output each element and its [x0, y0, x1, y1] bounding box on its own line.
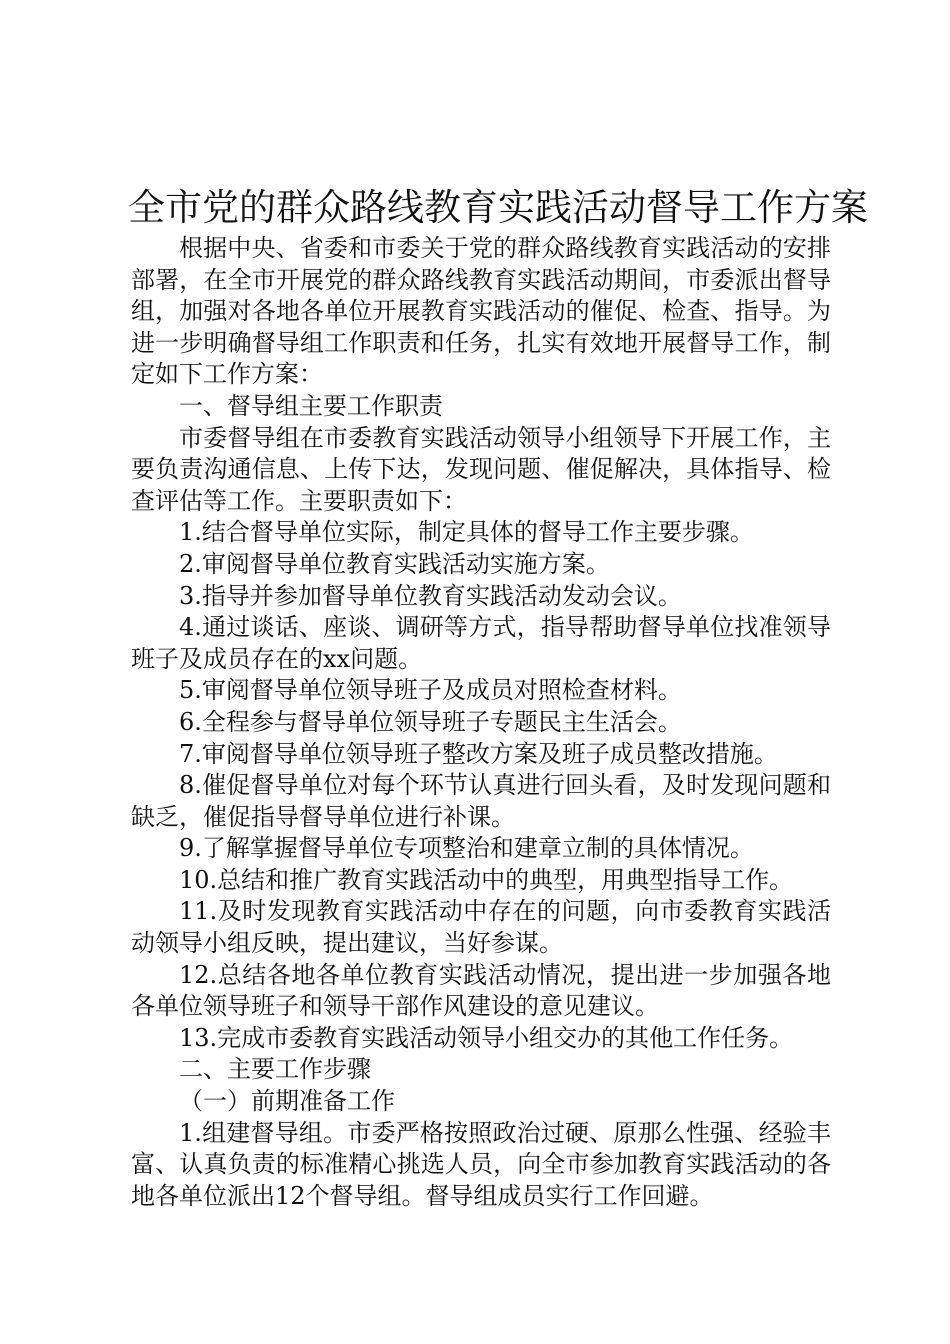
list-item-duty-1: 1.结合督导单位实际，制定具体的督导工作主要步骤。 [179, 518, 754, 547]
section-heading-steps: 二、主要工作步骤 [179, 1055, 371, 1084]
list-item-duty-6: 6.全程参与督导单位领导班子专题民主生活会。 [179, 707, 682, 736]
paragraph-duties-overview: 市委督导组在市委教育实践活动领导小组领导下开展工作，主要负责沟通信息、上传下达，发现问题、催促解决，具体指导、检查评估等工作。主要职责如下： [131, 423, 831, 515]
list-item-duty-4: 4.通过谈话、座谈、调研等方式，指导帮助督导单位找准领导班子及成员存在的xx问题。 [131, 613, 831, 673]
list-item-duty-11: 11.及时发现教育实践活动中存在的问题，向市委教育实践活动领导小组反映，提出建议，当好参谋。 [131, 897, 831, 958]
list-item-step-1: 1.组建督导组。市委严格按照政治过硬、原那么性强、经验丰富、认真负责的标准精心挑选人员，向全市参加教育实践活动的各地各单位派出12个督导组。督导组成员实行工作回避。 [131, 1118, 831, 1210]
list-item-duty-3: 3.指导并参加督导单位教育实践活动发动会议。 [179, 581, 682, 610]
section-heading-duties: 一、督导组主要工作职责 [179, 391, 443, 420]
list-item-duty-12: 12.总结各地各单位教育实践活动情况，提出进一步加强各地各单位领导班子和领导干部作风建设的意见建议。 [131, 960, 831, 1021]
document-body [131, 233, 831, 1212]
subsection-heading-preparation: （一）前期准备工作 [179, 1087, 395, 1116]
document-title: 全市党的群众路线教育实践活动督导工作方案 [128, 186, 868, 229]
list-item-duty-10: 10.总结和推广教育实践活动中的典型，用典型指导工作。 [179, 865, 794, 894]
list-item-duty-5: 5.审阅督导单位领导班子及成员对照检查材料。 [179, 676, 682, 705]
list-item-duty-8: 8.催促督导单位对每个环节认真进行回头看，及时发现问题和缺乏，催促指导督导单位进行补课。 [131, 771, 831, 831]
list-item-duty-2: 2.审阅督导单位教育实践活动实施方案。 [179, 549, 610, 578]
paragraph-intro: 根据中央、省委和市委关于党的群众路线教育实践活动的安排部署，在全市开展党的群众路线教育实践活动期间，市委派出督导组，加强对各地各单位开展教育实践活动的催促、检查、指导。为进一步明确督导组工作职责和任务，扎实有效地开展督导工作，制定如下工作方案： [131, 234, 831, 389]
list-item-duty-13: 13.完成市委教育实践活动领导小组交办的其他工作任务。 [179, 1023, 794, 1052]
list-item-duty-9: 9.了解掌握督导单位专项整治和建章立制的具体情况。 [179, 834, 754, 863]
list-item-duty-7: 7.审阅督导单位领导班子整改方案及班子成员整改措施。 [179, 739, 778, 768]
